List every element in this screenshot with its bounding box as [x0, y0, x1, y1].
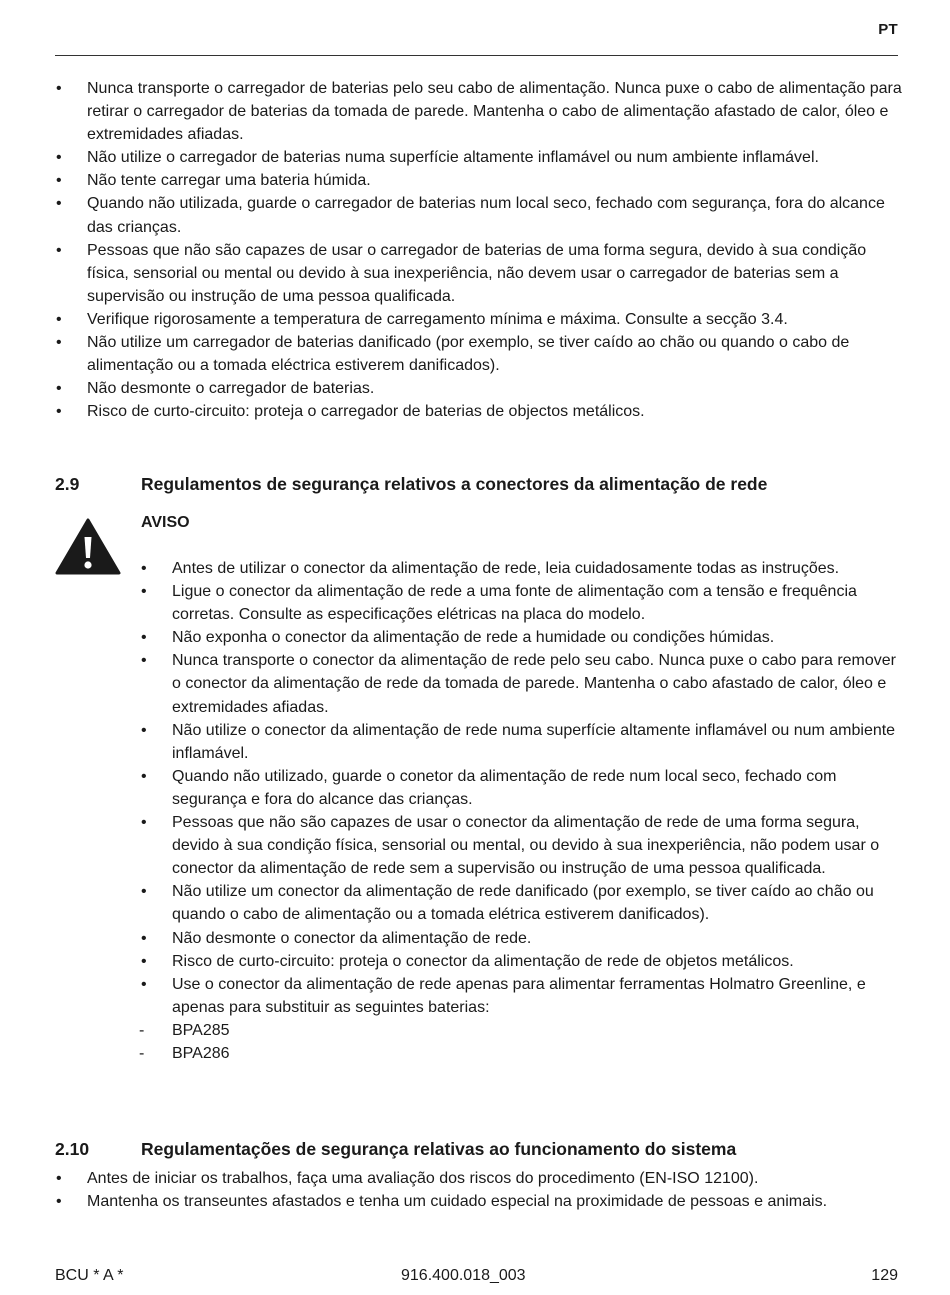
warning-bullet-list: [172, 557, 897, 1065]
section-number: 2.9: [55, 474, 80, 494]
list-item: • Não desmonte o conector da alimentação de rede.: [172, 927, 897, 950]
list-item: • Nunca transporte o carregador de baterias pelo seu cabo de alimentação. Nunca puxe o cabo de alimentação para retirar o carregador de baterias da tomada de parede. Mantenha o cabo de alimentação afastado de calor, óleo e extremidades afiadas.: [87, 77, 902, 146]
warning-triangle-icon: [55, 518, 121, 576]
list-item: • Não utilize o conector da alimentação de rede numa superfície altamente inflamável ou num ambiente inflamável.: [172, 719, 897, 765]
battery-model-list: [172, 1019, 897, 1065]
list-item: • Não tente carregar uma bateria húmida.: [87, 169, 902, 192]
list-item: • Risco de curto-circuito: proteja o conector da alimentação de rede de objetos metálicos.: [172, 950, 897, 973]
header-divider: [55, 55, 898, 56]
list-item: • Pessoas que não são capazes de usar o carregador de baterias de uma forma segura, devido à sua condição física, sensorial ou mental ou devido à sua inexperiência, não devem usar o carregador de baterias sem a supervisão ou instrução de uma pessoa qualificada.: [87, 239, 902, 308]
section-number: 2.10: [55, 1139, 90, 1159]
list-item: • Não exponha o conector da alimentação de rede a humidade ou condições húmidas.: [172, 626, 897, 649]
list-item: • Não utilize o carregador de baterias numa superfície altamente inflamável ou num ambiente inflamável.: [87, 146, 902, 169]
list-item: • Antes de utilizar o conector da alimentação de rede, leia cuidadosamente todas as instruções.: [172, 557, 897, 580]
battery-model-item: - BPA285: [172, 1019, 897, 1042]
list-item: • Antes de iniciar os trabalhos, faça uma avaliação dos riscos do procedimento (EN-ISO 12100).: [87, 1167, 902, 1190]
list-item: • Mantenha os transeuntes afastados e tenha um cuidado especial na proximidade de pessoas e animais.: [87, 1190, 902, 1213]
list-item: [172, 973, 897, 1065]
list-item: • Pessoas que não são capazes de usar o conector da alimentação de rede de uma forma segura, devido à sua condição física, sensorial ou mental, ou devido à sua inexperiência, não podem usar o conector da alimentação de rede sem a supervisão ou instrução de uma pessoa qualificada.: [172, 811, 897, 880]
list-item: • Risco de curto-circuito: proteja o carregador de baterias de objectos metálicos.: [87, 400, 902, 423]
list-item: • Quando não utilizada, guarde o carregador de baterias num local seco, fechado com segurança, fora do alcance das crianças.: [87, 192, 902, 238]
safety-bullet-list: [87, 77, 902, 423]
section-title: Regulamentações de segurança relativas ao funcionamento do sistema: [141, 1139, 737, 1159]
list-item: • Não utilize um carregador de baterias danificado (por exemplo, se tiver caído ao chão ou quando o cabo de alimentação ou a tomada eléctrica estiverem danificados).: [87, 331, 902, 377]
warning-label: AVISO: [141, 514, 190, 531]
list-item: • Ligue o conector da alimentação de rede a uma fonte de alimentação com a tensão e frequência corretas. Consulte as especificações elétricas na placa do modelo.: [172, 580, 897, 626]
footer-model: BCU * A *: [55, 1267, 124, 1284]
section-title: Regulamentos de segurança relativos a conectores da alimentação de rede: [141, 474, 768, 494]
page-number: 129: [871, 1267, 898, 1284]
footer-document-number: 916.400.018_003: [401, 1267, 526, 1284]
list-item: • Não desmonte o carregador de baterias.: [87, 377, 902, 400]
list-item: • Nunca transporte o conector da alimentação de rede pelo seu cabo. Nunca puxe o cabo para remover o conector da alimentação de rede da tomada de parede. Mantenha o cabo afastado de calor, óleo e extremidades afiadas.: [172, 649, 897, 718]
list-item-text: Use o conector da alimentação de rede apenas para alimentar ferramentas Holmatro Greenline, e apenas para substituir as seguintes baterias:: [172, 975, 866, 1016]
battery-model-item: - BPA286: [172, 1042, 897, 1065]
list-item: • Verifique rigorosamente a temperatura de carregamento mínima e máxima. Consulte a secção 3.4.: [87, 308, 902, 331]
operation-bullet-list: [87, 1167, 902, 1213]
language-code: PT: [878, 21, 898, 38]
list-item: • Não utilize um conector da alimentação de rede danificado (por exemplo, se tiver caído ao chão ou quando o cabo de alimentação ou a tomada elétrica estiverem danificados).: [172, 880, 897, 926]
list-item: • Quando não utilizado, guarde o conetor da alimentação de rede num local seco, fechado com segurança e fora do alcance das crianças.: [172, 765, 897, 811]
